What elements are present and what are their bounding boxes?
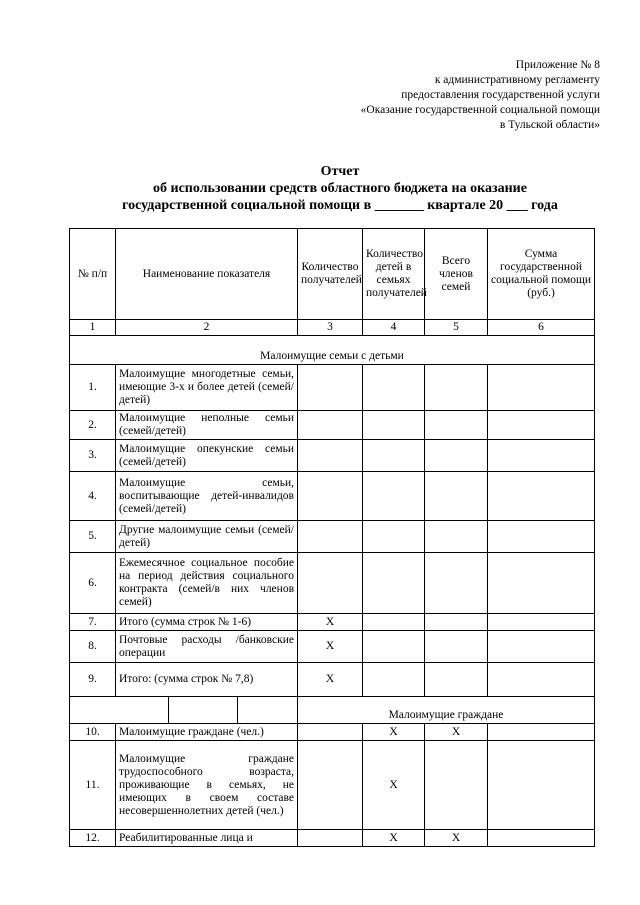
row-count-children (363, 663, 425, 697)
row-total-members (425, 741, 488, 830)
row-count-children (363, 411, 425, 440)
row-sum (488, 521, 595, 553)
row-total-members (425, 553, 488, 614)
row-indicator-name: Другие малоимущие семьи (семей/детей) (116, 521, 298, 553)
title-line: Отчет (320, 164, 360, 179)
row-count-recipients: Х (298, 663, 363, 697)
appendix-line: к административному регламенту (434, 74, 600, 86)
table-row (70, 663, 595, 697)
row-indicator-name: Итого: (сумма строк № 7,8) (116, 663, 298, 697)
column-number: 2 (116, 320, 298, 336)
row-number: 10. (70, 724, 116, 741)
row-number: 7. (70, 614, 116, 631)
column-number: 1 (70, 320, 116, 336)
row-sum (488, 614, 595, 631)
row-total-members (425, 631, 488, 663)
row-indicator-name: Ежемесячное социальное пособие на период действия социального контракта (семей/в них членов семей) (116, 553, 298, 614)
table-row (70, 411, 595, 440)
table-row (70, 631, 595, 663)
row-count-children (363, 472, 425, 521)
row-number: 5. (70, 521, 116, 553)
row-count-children (363, 440, 425, 472)
row-count-children: Х (363, 724, 425, 741)
row-sum (488, 741, 595, 830)
row-total-members (425, 472, 488, 521)
row-count-children: Х (363, 830, 425, 847)
row-total-members: Х (425, 724, 488, 741)
title-line: государственной социальной помощи в _______ квартале 20 ___ года (122, 198, 558, 213)
row-number: 4. (70, 472, 116, 521)
row-indicator-name: Малоимущие многодетные семьи, имеющие 3-х и более детей (семей/детей) (116, 365, 298, 411)
row-number: 3. (70, 440, 116, 472)
row-indicator-name: Почтовые расходы /банковские операции (116, 631, 298, 663)
header-total-members: Всего членов семей (425, 229, 488, 320)
appendix-line: предоставления государственной услуги (401, 89, 600, 101)
column-number: 4 (363, 320, 425, 336)
row-number: 11. (70, 741, 116, 830)
row-total-members (425, 663, 488, 697)
table-row (70, 440, 595, 472)
header-name: Наименование показателя (116, 229, 298, 320)
row-sum (488, 472, 595, 521)
row-indicator-name: Малоимущие семьи, воспитывающие детей-инвалидов (семей/детей) (116, 472, 298, 521)
row-indicator-name: Малоимущие опекунские семьи (семей/детей) (116, 440, 298, 472)
row-count-children (363, 521, 425, 553)
header-num: № п/п (70, 229, 116, 320)
table-row (70, 472, 595, 521)
row-sum (488, 440, 595, 472)
row-count-recipients: Х (298, 614, 363, 631)
row-indicator-name: Итого (сумма строк № 1-6) (116, 614, 298, 631)
header-row (70, 229, 595, 320)
column-number: 5 (425, 320, 488, 336)
row-count-children (363, 365, 425, 411)
row-sum (488, 724, 595, 741)
row-count-recipients (298, 472, 363, 521)
row-count-children (363, 614, 425, 631)
row-sum (488, 663, 595, 697)
table-row (70, 741, 595, 830)
column-numbers-row (70, 320, 595, 336)
row-total-members (425, 365, 488, 411)
appendix-line: Приложение № 8 (515, 59, 600, 71)
row-count-recipients (298, 830, 363, 847)
section-row (70, 697, 595, 724)
row-indicator-name: Малоимущие неполные семьи (семей/детей) (116, 411, 298, 440)
row-indicator-name: Малоимущие граждане трудоспособного возраста, проживающие в семьях, не имеющих в своем составе несовершеннолетних детей (чел.) (116, 741, 298, 830)
table-row (70, 830, 595, 847)
report-table (69, 228, 595, 847)
row-indicator-name: Реабилитированные лица и (116, 830, 298, 847)
column-number: 3 (298, 320, 363, 336)
table-row (70, 614, 595, 631)
appendix-line: «Оказание государственной социальной помощи (360, 104, 600, 116)
appendix-line: в Тульской области» (499, 119, 600, 131)
column-number: 6 (488, 320, 595, 336)
row-count-children (363, 553, 425, 614)
row-total-members (425, 614, 488, 631)
table-row (70, 553, 595, 614)
row-sum (488, 365, 595, 411)
row-count-recipients (298, 724, 363, 741)
row-number: 6. (70, 553, 116, 614)
section-title-families: Малоимущие семьи с детьми (70, 336, 595, 365)
row-number: 1. (70, 365, 116, 411)
row-total-members: Х (425, 830, 488, 847)
header-count-recipients: Количество получателей (298, 229, 363, 320)
table-row (70, 724, 595, 741)
row-number: 8. (70, 631, 116, 663)
row-count-recipients: Х (298, 631, 363, 663)
section-row (70, 336, 595, 365)
report-title (70, 163, 610, 214)
row-count-recipients (298, 553, 363, 614)
row-count-recipients (298, 365, 363, 411)
row-total-members (425, 411, 488, 440)
title-line: об использовании средств областного бюджета на оказание (153, 181, 527, 196)
row-sum (488, 830, 595, 847)
row-total-members (425, 440, 488, 472)
section-title-citizens: Малоимущие граждане (298, 697, 595, 724)
row-count-recipients (298, 521, 363, 553)
row-total-members (425, 521, 488, 553)
row-number: 9. (70, 663, 116, 697)
table-row (70, 521, 595, 553)
row-indicator-name: Малоимущие граждане (чел.) (116, 724, 298, 741)
header-sum: Сумма государственной социальной помощи (руб.) (488, 229, 595, 320)
row-count-children (363, 631, 425, 663)
section-split-cell (70, 697, 298, 724)
row-count-recipients (298, 411, 363, 440)
row-sum (488, 553, 595, 614)
row-number: 12. (70, 830, 116, 847)
row-count-recipients (298, 741, 363, 830)
header-count-children: Количество детей в семьях получателей (363, 229, 425, 320)
appendix-block (361, 58, 600, 133)
row-sum (488, 631, 595, 663)
row-number: 2. (70, 411, 116, 440)
row-count-children: Х (363, 741, 425, 830)
row-sum (488, 411, 595, 440)
table-row (70, 365, 595, 411)
row-count-recipients (298, 440, 363, 472)
